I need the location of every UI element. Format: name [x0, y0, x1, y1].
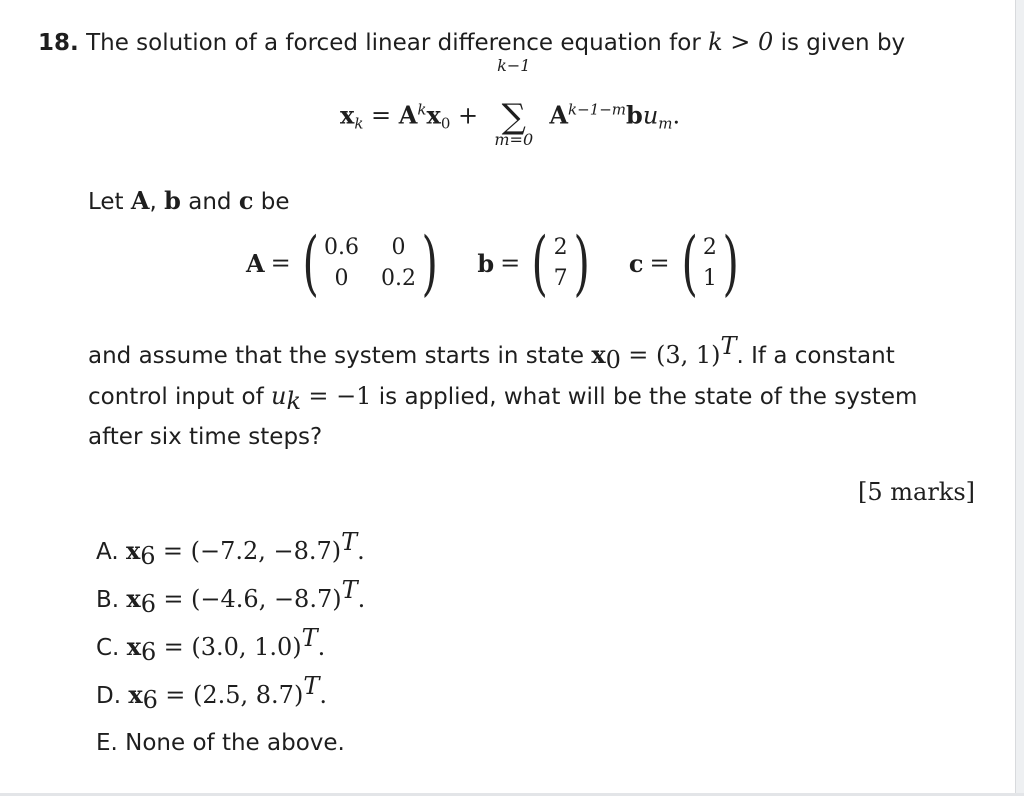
option-transpose: T	[341, 576, 358, 604]
vector-c-equals: =	[649, 249, 670, 277]
option-b[interactable]	[96, 576, 366, 618]
option-d[interactable]	[96, 672, 327, 714]
question-number: 18.	[38, 30, 79, 56]
eq-term1-exp: k	[417, 100, 427, 119]
option-x: x	[125, 536, 141, 565]
marks-label: [5 marks]	[858, 478, 976, 506]
option-letter: D.	[96, 683, 122, 709]
input-value: = −1	[308, 382, 372, 410]
input-u-sub: k	[286, 387, 302, 415]
option-value: = (3.0, 1.0)	[163, 633, 302, 661]
matrix-A-entry: 0.2	[381, 266, 417, 291]
eq-term2-A: A	[549, 100, 569, 130]
eq-term2-u-sub: m	[658, 114, 673, 133]
option-letter: B.	[96, 587, 120, 613]
option-e[interactable]	[96, 730, 345, 756]
sigma-symbol: ∑	[501, 97, 526, 137]
matrix-A-entry: 0	[334, 266, 349, 291]
option-value: = (−7.2, −8.7)	[162, 537, 342, 565]
option-letter: A.	[96, 539, 119, 565]
sum-lower-limit: m=0	[494, 130, 534, 149]
let-comma: ,	[149, 189, 157, 215]
option-x: x	[126, 632, 141, 661]
option-x-sub: 6	[140, 590, 156, 618]
matrix-A-entry: 0	[391, 235, 406, 260]
right-paren-icon: )	[573, 222, 590, 304]
body-line-1-text: and assume that the system starts in state	[88, 343, 585, 369]
initial-state-value: = (3, 1)	[628, 341, 721, 369]
question-header	[38, 28, 905, 56]
option-x-sub: 6	[142, 686, 158, 714]
vector-c-entries	[703, 235, 717, 291]
eq-term2-exp: k−1−m	[568, 100, 627, 119]
body-line-3: after six time steps?	[88, 424, 323, 450]
matrix-A-label: A	[246, 248, 265, 278]
left-paren-icon: (	[302, 222, 319, 304]
body-line-2-text: control input of	[88, 384, 264, 410]
vector-b	[526, 222, 595, 304]
option-letter: E.	[96, 730, 118, 756]
state-x: x	[591, 340, 606, 369]
question-condition: k > 0	[708, 28, 774, 56]
question-intro-end: is given by	[780, 30, 906, 56]
solution-equation	[340, 56, 681, 149]
matrix-A-entries	[324, 235, 416, 291]
matrix-A-entry: 0.6	[324, 235, 360, 260]
right-frame-edge	[1015, 0, 1024, 796]
question-intro: The solution of a forced linear difference equation for	[86, 30, 701, 56]
option-value: = (−4.6, −8.7)	[163, 585, 342, 613]
option-c[interactable]	[96, 624, 326, 666]
option-transpose: T	[303, 672, 320, 700]
summation	[486, 56, 542, 149]
let-prefix: Let	[88, 189, 124, 215]
eq-term1-A: A	[398, 100, 418, 130]
option-value: = (2.5, 8.7)	[165, 681, 304, 709]
vector-b-entry: 2	[553, 235, 568, 260]
right-paren-icon: )	[722, 222, 739, 304]
option-transpose: T	[341, 528, 358, 556]
let-b: b	[164, 186, 181, 215]
option-period: .	[357, 537, 365, 565]
option-period: .	[357, 585, 366, 613]
matrix-A-equals: =	[270, 249, 291, 277]
vector-b-entries	[554, 235, 568, 291]
let-suffix: be	[260, 189, 290, 215]
option-a[interactable]	[96, 528, 365, 570]
vector-c-entry: 1	[702, 266, 717, 291]
eq-term1-x: x	[426, 100, 441, 130]
option-period: .	[319, 681, 327, 709]
let-and: and	[188, 189, 232, 215]
left-paren-icon: (	[681, 222, 698, 304]
body-line-2	[88, 382, 918, 415]
vector-b-entry: 7	[553, 266, 568, 291]
state-x-sub: 0	[605, 346, 621, 374]
input-u: u	[271, 382, 287, 410]
let-line	[88, 186, 290, 215]
matrix-A	[297, 222, 444, 304]
vector-c-entry: 2	[702, 235, 717, 260]
eq-lhs: x	[340, 100, 355, 130]
vector-c	[676, 222, 745, 304]
eq-equals: =	[371, 101, 392, 130]
eq-term1-x-sub: 0	[440, 114, 451, 133]
option-letter: C.	[96, 635, 120, 661]
sum-upper-limit: k−1	[497, 56, 531, 75]
option-x: x	[128, 680, 143, 709]
matrix-definitions	[246, 222, 744, 304]
eq-lhs-sub: k	[354, 114, 364, 133]
let-c: c	[238, 186, 254, 215]
body-line-1-end: . If a constant	[736, 343, 895, 369]
vector-c-label: c	[628, 248, 644, 278]
body-line-1	[88, 332, 895, 374]
option-transpose: T	[301, 624, 318, 652]
option-x: x	[126, 584, 141, 613]
vector-b-equals: =	[500, 249, 521, 277]
option-x-sub: 6	[140, 542, 156, 570]
eq-term2-b: b	[626, 100, 643, 130]
vector-b-label: b	[477, 248, 495, 278]
body-line-2-end: is applied, what will be the state of the system	[378, 384, 918, 410]
eq-period: .	[672, 101, 681, 130]
option-period: .	[317, 633, 326, 661]
left-paren-icon: (	[531, 222, 549, 304]
option-text: None of the above.	[125, 730, 345, 756]
option-x-sub: 6	[141, 638, 157, 666]
right-paren-icon: )	[421, 222, 438, 304]
eq-plus: +	[458, 101, 479, 130]
let-A: A	[130, 186, 150, 215]
transpose-sup: T	[720, 332, 737, 360]
eq-term2-u: u	[642, 101, 659, 130]
